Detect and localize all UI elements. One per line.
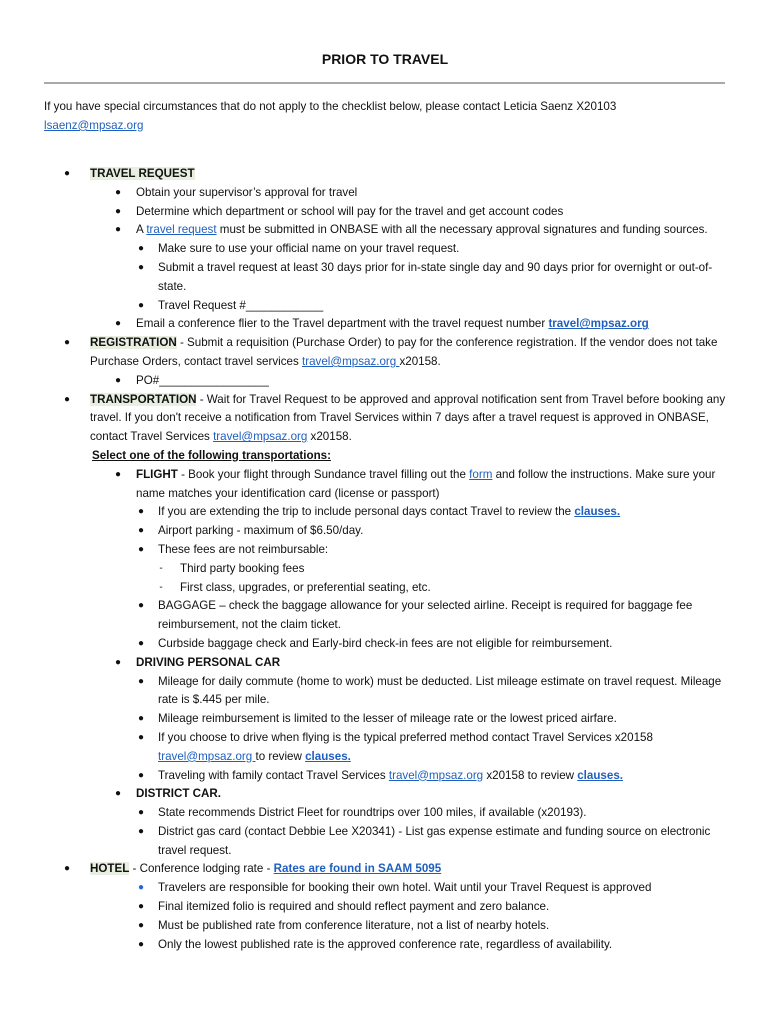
list-item: [0, 259, 770, 297]
list-item-text: A: [136, 223, 147, 237]
list-item-text: Only the lowest published rate is the approved conference rate, regardless of availability.: [158, 937, 613, 951]
district-car-heading: DISTRICT CAR.: [136, 787, 222, 801]
intro-text: If you have special circumstances that do not apply to the checklist below, please contact Leticia Saenz X20103: [44, 100, 617, 113]
list-item-hotel: [0, 860, 770, 879]
dash-icon: -: [159, 581, 163, 593]
list-item: [0, 184, 770, 203]
bullet-icon: ●: [137, 299, 145, 311]
list-item: [0, 879, 770, 898]
section-heading-registration: REGISTRATION: [90, 336, 177, 350]
list-item-text: x20158.: [399, 354, 441, 368]
bullet-icon: ●: [137, 637, 145, 649]
bullet-icon: ●: [63, 337, 71, 349]
bullet-icon: ●: [137, 731, 145, 743]
list-item: [0, 297, 770, 316]
select-transportation-heading: [0, 447, 770, 466]
bullet-icon: ●: [137, 807, 145, 819]
list-item-text: Curbside baggage check and Early-bird check-in fees are not eligible for reimbursement.: [158, 636, 613, 650]
list-item-text: must be submitted in ONBASE with all the necessary approval signatures and funding sources.: [216, 223, 708, 237]
travel-request-link[interactable]: travel request: [146, 223, 217, 237]
intro-paragraph: [44, 98, 734, 136]
list-item-text: If you choose to drive when flying is the typical preferred method contact Travel Services x20158: [158, 730, 653, 744]
po-number-field: PO#_________________: [136, 373, 269, 387]
saam-rates-link[interactable]: Rates are found in SAAM 5095: [273, 862, 442, 876]
list-item-travel-request: [0, 165, 770, 184]
list-item: [0, 936, 770, 955]
bullet-icon: ●: [114, 224, 122, 236]
list-item: [0, 541, 770, 560]
bullet-icon: ●: [63, 393, 71, 405]
list-item-text: Third party booking fees: [180, 561, 305, 575]
list-item: [0, 597, 770, 635]
travel-email-link[interactable]: travel@mpsaz.org: [548, 317, 649, 331]
bullet-icon: ●: [63, 168, 71, 179]
list-item-text: Airport parking - maximum of $6.50/day.: [158, 524, 364, 538]
list-item: [0, 240, 770, 259]
travel-request-number-field: Travel Request #____________: [158, 298, 324, 312]
list-item-text: First class, upgrades, or preferential seating, etc.: [180, 580, 431, 594]
list-item: [0, 898, 770, 917]
flight-heading: FLIGHT: [136, 467, 178, 481]
list-item-onbase: [0, 221, 770, 240]
list-item: [0, 522, 770, 541]
list-item-text: Obtain your supervisor’s approval for travel: [136, 185, 358, 199]
list-item-text: These fees are not reimbursable:: [158, 542, 329, 556]
list-item-text: Travelers are responsible for booking their own hotel. Wait until your Travel Request is approved: [158, 881, 652, 895]
bullet-icon: ●: [137, 543, 145, 555]
list-item: [0, 503, 770, 522]
list-item-registration: [0, 334, 770, 372]
bullet-icon: ●: [114, 788, 122, 800]
list-item-po: [0, 372, 770, 391]
select-heading-text: Select one of the following transportations:: [92, 448, 331, 462]
dash-icon: -: [159, 562, 163, 574]
bullet-icon: ●: [137, 506, 145, 518]
list-item-driving: [0, 654, 770, 673]
clauses-link[interactable]: clauses.: [577, 768, 623, 782]
bullet-icon: ●: [137, 675, 145, 687]
bullet-icon: ●: [114, 205, 122, 217]
list-item-flier: [0, 315, 770, 334]
list-item-text: Mileage reimbursement is limited to the lesser of mileage rate or the lowest priced airfare.: [158, 712, 617, 726]
contact-email-link[interactable]: lsaenz@mpsaz.org: [44, 118, 144, 132]
bullet-icon: ●: [114, 468, 122, 480]
list-item: [0, 203, 770, 222]
list-item-text: to review: [255, 749, 306, 763]
list-item-text: x20158.: [307, 430, 352, 444]
list-item-text: Mileage for daily commute (home to work) must be deducted. List mileage estimate on travel request. Mileage rate is $.445 per mile.: [158, 674, 722, 707]
bullet-icon: ●: [114, 374, 122, 386]
list-item-text: - Submit a requisition (Purchase Order) to pay for the conference registration. If the vendor does not take Purchase Orders, contact travel services: [90, 336, 718, 368]
checklist: [0, 165, 770, 954]
travel-email-link[interactable]: travel@mpsaz.org: [158, 749, 256, 763]
bullet-icon: ●: [137, 769, 145, 781]
list-item: [0, 917, 770, 936]
clauses-link[interactable]: clauses.: [574, 505, 621, 519]
section-heading-hotel: HOTEL: [90, 862, 130, 876]
list-item-text: x20158 to review: [483, 768, 578, 782]
list-item-text: If you are extending the trip to include personal days contact Travel to review the: [158, 505, 575, 519]
bullet-icon: ●: [137, 938, 145, 950]
list-item-text: Must be published rate from conference literature, not a list of nearby hotels.: [158, 918, 550, 932]
section-heading-transportation: TRANSPORTATION: [90, 392, 197, 406]
travel-email-link[interactable]: travel@mpsaz.org: [388, 768, 484, 782]
list-item-flight: [0, 466, 770, 504]
list-item-text: - Book your flight through Sundance travel filling out the: [177, 467, 470, 481]
list-item-text: Determine which department or school will pay for the travel and get account codes: [136, 204, 564, 218]
list-item: [0, 635, 770, 654]
list-item: [0, 579, 770, 598]
list-item-district-car: [0, 785, 770, 804]
list-item-text: State recommends District Fleet for roundtrips over 100 miles, if available (x20193).: [158, 806, 587, 820]
list-item-text: Submit a travel request at least 30 days prior for in-state single day and 90 days prior for overnight or out-of-state.: [158, 260, 713, 293]
list-item-transportation: [0, 391, 770, 447]
bullet-icon: ●: [137, 713, 145, 725]
bullet-icon: ●: [137, 261, 145, 273]
bullet-icon: ●: [137, 901, 145, 913]
list-item: [0, 823, 770, 861]
bullet-icon: ●: [137, 919, 145, 931]
list-item-text: BAGGAGE – check the baggage allowance for your selected airline. Receipt is required for baggage fee reimbursement, not the claim ticket.: [158, 599, 693, 632]
list-item-text: District gas card (contact Debbie Lee X20341) - List gas expense estimate and funding source on electronic travel request.: [158, 824, 711, 857]
travel-email-link[interactable]: travel@mpsaz.org: [213, 430, 308, 444]
clauses-link[interactable]: clauses.: [305, 749, 351, 763]
bullet-icon: ●: [114, 318, 122, 330]
bullet-icon: ●: [137, 243, 145, 255]
bullet-icon: ●: [137, 825, 145, 837]
bullet-icon: ●: [137, 525, 145, 537]
section-heading-travel-request: TRAVEL REQUEST: [90, 167, 195, 180]
bullet-icon: ●: [137, 600, 145, 612]
list-item-text: Final itemized folio is required and should reflect payment and zero balance.: [158, 900, 550, 914]
list-item: [0, 804, 770, 823]
bullet-icon: ●: [114, 186, 122, 198]
list-item: [0, 767, 770, 786]
driving-heading: DRIVING PERSONAL CAR: [136, 655, 281, 669]
list-item-text: Make sure to use your official name on your travel request.: [158, 242, 460, 256]
title-divider: [44, 82, 725, 84]
list-item: [0, 673, 770, 711]
travel-email-link[interactable]: travel@mpsaz.org: [302, 354, 400, 368]
list-item-text: Email a conference flier to the Travel department with the travel request number: [136, 317, 549, 331]
list-item-text: and follow the instructions. Make sure your name matches your identification card (license or passport): [136, 467, 716, 500]
list-item-text: - Conference lodging rate -: [129, 862, 274, 876]
bullet-icon: ●: [63, 863, 71, 875]
list-item: [0, 560, 770, 579]
list-item: [0, 710, 770, 729]
list-item-text: - Wait for Travel Request to be approved and approval notification sent from Travel before booking any travel. If you don't receive a notification from Travel Services within 7 days after a travel request is approved in ONBASE, contact Travel Services: [90, 392, 726, 444]
list-item: [0, 729, 770, 767]
flight-form-link[interactable]: form: [469, 467, 493, 481]
bullet-icon: ●: [137, 882, 145, 894]
page-title: PRIOR TO TRAVEL: [321, 51, 449, 67]
bullet-icon: ●: [114, 656, 122, 668]
list-item-text: Traveling with family contact Travel Services: [158, 768, 389, 782]
